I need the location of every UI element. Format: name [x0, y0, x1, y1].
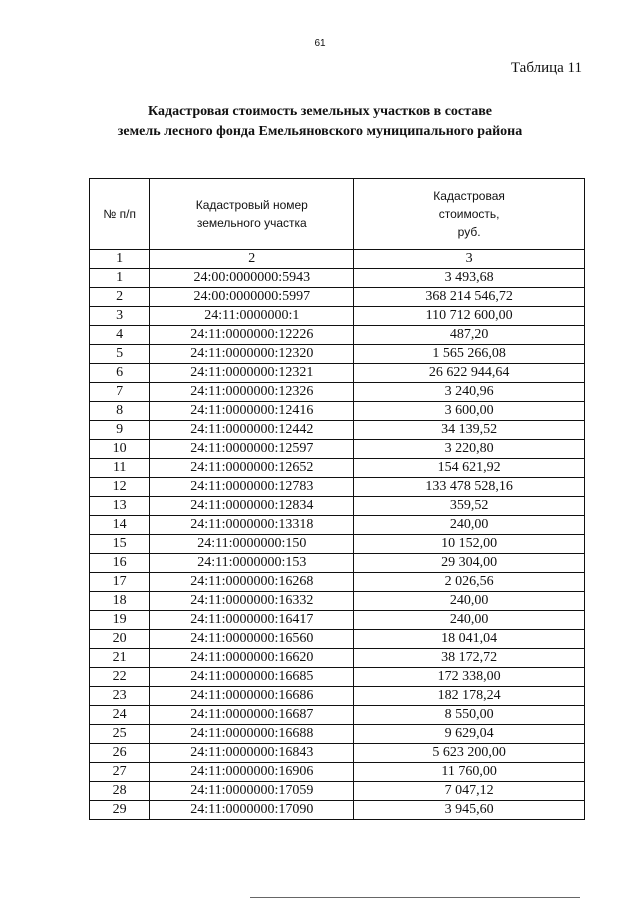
- table-row: [90, 668, 585, 687]
- cadastral-value-cell: 38 172,72: [354, 649, 585, 668]
- table-row: [90, 630, 585, 649]
- cadastral-number-cell: 24:11:0000000:1: [150, 307, 354, 326]
- cadastral-value-cell: 3 493,68: [354, 269, 585, 288]
- cadastral-number-cell: 24:11:0000000:12320: [150, 345, 354, 364]
- cadastral-value-cell: 3 600,00: [354, 402, 585, 421]
- cadastral-value-cell: 1 565 266,08: [354, 345, 585, 364]
- table-row: [90, 649, 585, 668]
- cadastral-value-cell: 3 240,96: [354, 383, 585, 402]
- row-number-cell: 6: [90, 364, 150, 383]
- table-row: [90, 687, 585, 706]
- column-number-row: [90, 250, 585, 269]
- cadastral-number-cell: 24:11:0000000:12416: [150, 402, 354, 421]
- row-number-cell: 12: [90, 478, 150, 497]
- table-label: Таблица 11: [510, 60, 582, 76]
- cadastral-value-cell: 9 629,04: [354, 725, 585, 744]
- cadastral-value-cell: 182 178,24: [354, 687, 585, 706]
- cadastral-value-cell: 359,52: [354, 497, 585, 516]
- table-row: [90, 459, 585, 478]
- header-cadastral-line-2: земельного участка: [196, 216, 307, 230]
- table-row: [90, 554, 585, 573]
- cadastral-value-cell: 5 623 200,00: [354, 744, 585, 763]
- bottom-divider: [250, 897, 580, 898]
- cadastral-value-cell: 8 550,00: [354, 706, 585, 725]
- cadastral-value-cell: 10 152,00: [354, 535, 585, 554]
- table-row: [90, 307, 585, 326]
- cadastral-number-cell: 24:11:0000000:16268: [150, 573, 354, 592]
- row-number-cell: 11: [90, 459, 150, 478]
- document-title: [0, 102, 640, 142]
- cadastral-number-cell: 24:00:0000000:5943: [150, 269, 354, 288]
- table-row: [90, 516, 585, 535]
- cadastral-number-cell: 24:11:0000000:16843: [150, 744, 354, 763]
- table-row: [90, 288, 585, 307]
- cadastral-number-cell: 24:11:0000000:12326: [150, 383, 354, 402]
- cadastral-number-cell: 24:11:0000000:17059: [150, 782, 354, 801]
- row-number-cell: 1: [90, 269, 150, 288]
- cadastral-number-cell: 24:11:0000000:13318: [150, 516, 354, 535]
- table-row: [90, 364, 585, 383]
- cadastral-number-cell: 24:11:0000000:16560: [150, 630, 354, 649]
- cadastral-number-cell: 24:11:0000000:12597: [150, 440, 354, 459]
- header-no: [90, 179, 150, 250]
- table-row: [90, 383, 585, 402]
- cadastral-number-cell: 24:11:0000000:16685: [150, 668, 354, 687]
- cadastral-value-cell: 368 214 546,72: [354, 288, 585, 307]
- cadastral-number-cell: 24:11:0000000:150: [150, 535, 354, 554]
- row-number-cell: 13: [90, 497, 150, 516]
- table-row: [90, 326, 585, 345]
- header-value-line-3: руб.: [457, 225, 481, 239]
- cadastral-value-cell: 487,20: [354, 326, 585, 345]
- cadastral-value-cell: 2 026,56: [354, 573, 585, 592]
- row-number-cell: 2: [90, 288, 150, 307]
- table-row: [90, 763, 585, 782]
- table-row: [90, 478, 585, 497]
- cadastral-value-cell: 3 220,80: [354, 440, 585, 459]
- table-row: [90, 421, 585, 440]
- row-number-cell: 4: [90, 326, 150, 345]
- cadastral-number-cell: 24:11:0000000:16417: [150, 611, 354, 630]
- row-number-cell: 24: [90, 706, 150, 725]
- row-number-cell: 27: [90, 763, 150, 782]
- cadastral-value-cell: 34 139,52: [354, 421, 585, 440]
- cadastral-number-cell: 24:11:0000000:16687: [150, 706, 354, 725]
- cadastral-value-cell: 7 047,12: [354, 782, 585, 801]
- cadastral-number-cell: 24:11:0000000:12783: [150, 478, 354, 497]
- table-row: [90, 573, 585, 592]
- row-number-cell: 28: [90, 782, 150, 801]
- row-number-cell: 14: [90, 516, 150, 535]
- row-number-cell: 8: [90, 402, 150, 421]
- table-row: [90, 402, 585, 421]
- table-row: [90, 706, 585, 725]
- cadastral-value-table: [89, 178, 585, 820]
- column-number: 2: [150, 250, 354, 269]
- table-row: [90, 345, 585, 364]
- table-row: [90, 725, 585, 744]
- cadastral-number-cell: 24:11:0000000:12321: [150, 364, 354, 383]
- row-number-cell: 16: [90, 554, 150, 573]
- table-row: [90, 535, 585, 554]
- cadastral-number-cell: 24:11:0000000:12652: [150, 459, 354, 478]
- cadastral-value-cell: 154 621,92: [354, 459, 585, 478]
- cadastral-number-cell: 24:11:0000000:16906: [150, 763, 354, 782]
- row-number-cell: 18: [90, 592, 150, 611]
- table-row: [90, 744, 585, 763]
- cadastral-value-cell: 3 945,60: [354, 801, 585, 820]
- header-cadastral-number: [150, 179, 354, 250]
- row-number-cell: 7: [90, 383, 150, 402]
- cadastral-value-cell: 240,00: [354, 592, 585, 611]
- cadastral-number-cell: 24:11:0000000:17090: [150, 801, 354, 820]
- row-number-cell: 23: [90, 687, 150, 706]
- row-number-cell: 25: [90, 725, 150, 744]
- row-number-cell: 9: [90, 421, 150, 440]
- table-body: [90, 269, 585, 820]
- header-value-line-1: Кадастровая: [433, 189, 505, 203]
- row-number-cell: 29: [90, 801, 150, 820]
- row-number-cell: 5: [90, 345, 150, 364]
- table-row: [90, 269, 585, 288]
- cadastral-number-cell: 24:11:0000000:16686: [150, 687, 354, 706]
- header-row: [90, 179, 585, 250]
- cadastral-value-cell: 240,00: [354, 611, 585, 630]
- row-number-cell: 17: [90, 573, 150, 592]
- cadastral-number-cell: 24:11:0000000:16332: [150, 592, 354, 611]
- page-number: 61: [314, 38, 326, 49]
- table-row: [90, 440, 585, 459]
- header-no-label: № п/п: [103, 207, 136, 221]
- row-number-cell: 19: [90, 611, 150, 630]
- row-number-cell: 26: [90, 744, 150, 763]
- row-number-cell: 20: [90, 630, 150, 649]
- cadastral-number-cell: 24:11:0000000:16620: [150, 649, 354, 668]
- table-row: [90, 611, 585, 630]
- cadastral-value-cell: 18 041,04: [354, 630, 585, 649]
- header-cadastral-line-1: Кадастровый номер: [195, 198, 308, 212]
- row-number-cell: 3: [90, 307, 150, 326]
- cadastral-number-cell: 24:11:0000000:16688: [150, 725, 354, 744]
- header-cadastral-value: [354, 179, 585, 250]
- cadastral-value-cell: 172 338,00: [354, 668, 585, 687]
- cadastral-value-cell: 29 304,00: [354, 554, 585, 573]
- table-row: [90, 801, 585, 820]
- table-row: [90, 497, 585, 516]
- cadastral-number-cell: 24:11:0000000:12442: [150, 421, 354, 440]
- cadastral-value-cell: 11 760,00: [354, 763, 585, 782]
- cadastral-value-cell: 26 622 944,64: [354, 364, 585, 383]
- title-line-1: Кадастровая стоимость земельных участков в составе: [148, 104, 492, 119]
- column-number: 3: [354, 250, 585, 269]
- cadastral-value-cell: 240,00: [354, 516, 585, 535]
- column-number: 1: [90, 250, 150, 269]
- table-row: [90, 782, 585, 801]
- table-row: [90, 592, 585, 611]
- cadastral-number-cell: 24:00:0000000:5997: [150, 288, 354, 307]
- row-number-cell: 21: [90, 649, 150, 668]
- cadastral-number-cell: 24:11:0000000:12226: [150, 326, 354, 345]
- cadastral-value-cell: 133 478 528,16: [354, 478, 585, 497]
- cadastral-value-cell: 110 712 600,00: [354, 307, 585, 326]
- cadastral-number-cell: 24:11:0000000:12834: [150, 497, 354, 516]
- row-number-cell: 10: [90, 440, 150, 459]
- row-number-cell: 15: [90, 535, 150, 554]
- header-value-line-2: стоимость,: [438, 207, 500, 221]
- title-line-2: земель лесного фонда Емельяновского муниципального района: [117, 124, 523, 139]
- cadastral-number-cell: 24:11:0000000:153: [150, 554, 354, 573]
- row-number-cell: 22: [90, 668, 150, 687]
